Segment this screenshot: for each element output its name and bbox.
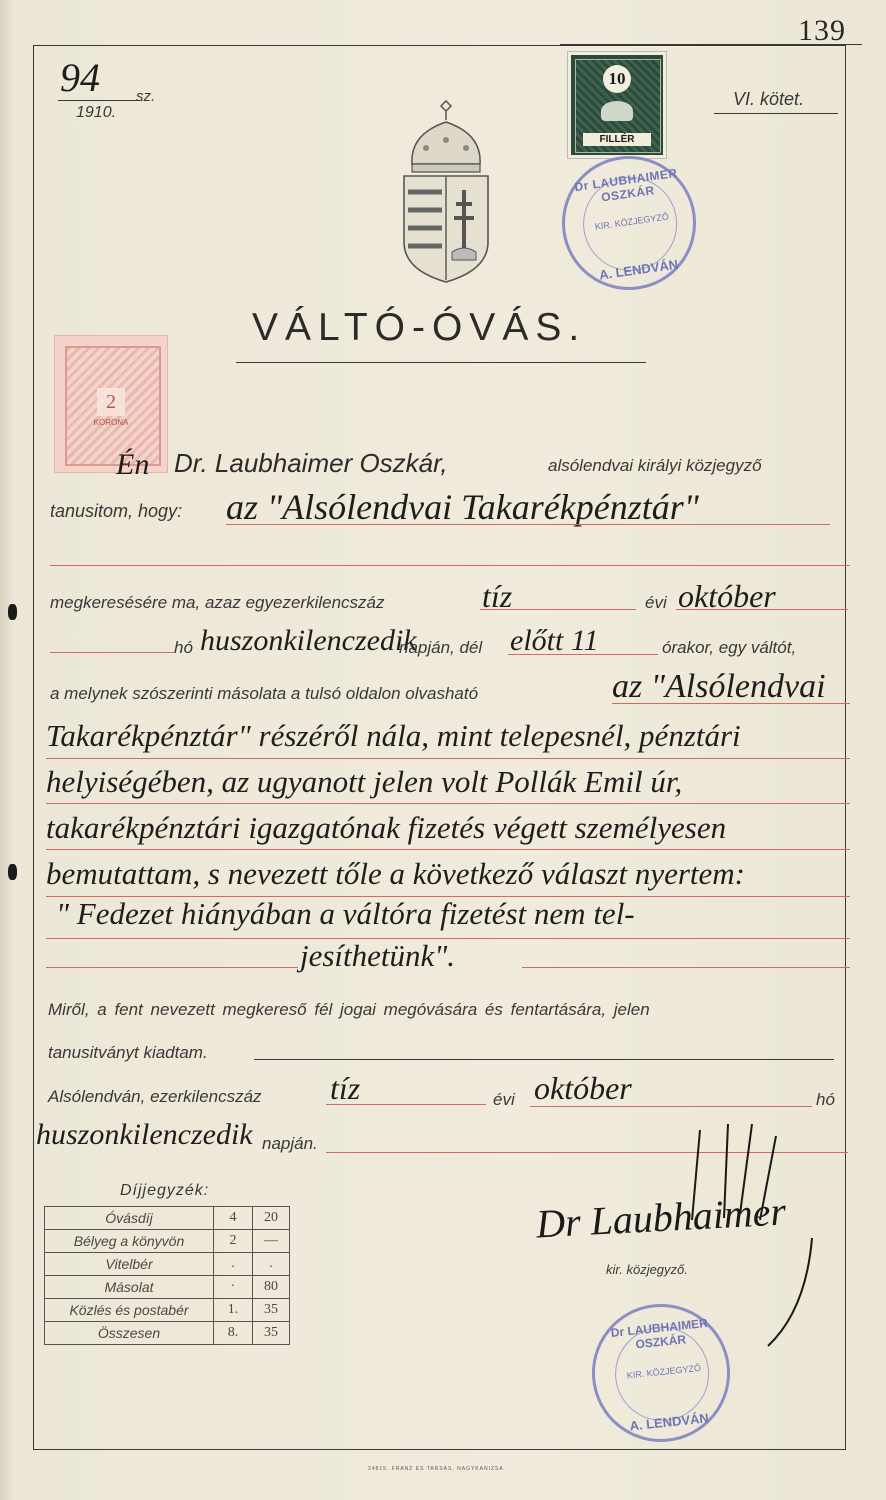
fee-label: Másolat xyxy=(45,1276,214,1299)
mirol-text: Miről, a fent nevezett megkereső fél jogai megóvására és fentartására, jelen xyxy=(48,1000,650,1019)
stamp-value: 10 xyxy=(603,65,631,93)
year-hand: tíz xyxy=(482,578,513,614)
stamp-10-filler xyxy=(568,52,666,158)
stamp-unit: FILLÉR xyxy=(583,133,651,146)
signature: Dr Laubhaimer xyxy=(534,1188,788,1247)
printer-line: 24815. FRANZ ES TARSAS, NAGYKANIZSA xyxy=(368,1466,504,1472)
fee-korona: . xyxy=(214,1253,253,1276)
registry-number: 94 xyxy=(60,55,100,100)
seal-middle-text: KIR. KÖZJEGYZŐ xyxy=(626,1362,702,1381)
document-title: VÁLTÓ-ÓVÁS. xyxy=(252,306,587,349)
fee-label: Közlés és postabér xyxy=(45,1299,214,1322)
fee-label: Óvásdíj xyxy=(45,1207,214,1230)
tanusitvanyt-text: tanusitványt kiadtam. xyxy=(48,1043,208,1062)
table-row xyxy=(45,1276,290,1299)
place-year-hand: tíz xyxy=(330,1070,361,1106)
hand-line-1: Takarékpénztár" részéről nála, mint telepesnél, pénztári xyxy=(46,718,741,753)
tanusitom-text: tanusitom, hogy: xyxy=(50,501,183,521)
notary-role: alsólendvai királyi közjegyző xyxy=(548,456,762,475)
seal-bottom-text: A. LENDVÁN xyxy=(598,256,679,283)
fee-filler: . xyxy=(253,1253,290,1276)
month-hand: október xyxy=(678,578,776,614)
place-day-hand: huszonkilenczedik xyxy=(36,1118,253,1151)
stamp-value: 2 xyxy=(97,388,125,416)
fee-label: Bélyeg a könyvön xyxy=(45,1230,214,1253)
megkeresesere-text: megkeresésére ma, azaz egyezerkilencszáz xyxy=(50,593,385,612)
place-text: Alsólendván, ezerkilencszáz xyxy=(48,1087,262,1106)
seal-ring-text: Dr LAUBHAIMER OSZKÁR xyxy=(573,165,679,205)
volume-label: VI. kötet. xyxy=(733,89,805,109)
place-ho-text: hó xyxy=(816,1090,835,1109)
requester-hand: az "Alsólendvai Takarékpénztár" xyxy=(226,487,699,527)
sz-label: sz. xyxy=(136,88,156,105)
table-row xyxy=(45,1322,290,1345)
signature-title: kir. közjegyző. xyxy=(606,1262,688,1277)
table-row xyxy=(45,1207,290,1230)
stamp-crown-icon xyxy=(601,101,633,121)
fee-label: Vitelbér xyxy=(45,1253,214,1276)
year-label: 1910. xyxy=(76,104,117,121)
stamp-2-korona xyxy=(54,335,168,473)
seal-bottom-text: A. LENDVÁN xyxy=(628,1410,710,1434)
page-number: 139 xyxy=(798,14,846,47)
notary-name: Dr. Laubhaimer Oszkár, xyxy=(174,448,448,478)
fees-title: Díjjegyzék: xyxy=(120,1182,210,1199)
table-row xyxy=(45,1230,290,1253)
place-napjan-text: napján. xyxy=(262,1134,318,1153)
hand-line-2: helyiségében, az ugyanott jelen volt Pollák Emil úr, xyxy=(46,764,683,799)
napjan-del-text: napján, dél xyxy=(399,638,483,657)
coat-of-arms-icon xyxy=(396,100,496,290)
evi-text: évi xyxy=(645,593,667,612)
hand-line-6: jesíthetünk". xyxy=(300,938,456,973)
number-underline xyxy=(58,100,142,101)
fee-korona: 2 xyxy=(214,1230,253,1253)
fee-filler: 35 xyxy=(253,1299,290,1322)
day-hand: huszonkilenczedik xyxy=(200,624,417,657)
a-melynek-text: a melynek szószerinti másolata a tulsó oldalon olvasható xyxy=(50,684,479,703)
time-hand: előtt 11 xyxy=(510,624,599,657)
hand-line-5: " Fedezet hiányában a váltóra fizetést nem tel- xyxy=(56,896,635,931)
seal-middle-text: KIR. KÖZJEGYZŐ xyxy=(594,211,670,232)
fee-korona: 1. xyxy=(214,1299,253,1322)
hand-en: Én xyxy=(116,448,150,481)
fee-korona: 4 xyxy=(214,1207,253,1230)
binding-hole-top xyxy=(8,604,17,620)
fees-table xyxy=(44,1206,290,1345)
ho-text: hó xyxy=(174,638,193,657)
place-month-hand: október xyxy=(534,1070,632,1106)
fee-filler: 80 xyxy=(253,1276,290,1299)
fee-filler: — xyxy=(253,1230,290,1253)
hand-line-3: takarékpénztári igazgatónak fizetés végett személyesen xyxy=(46,810,727,845)
orakor-text: órakor, egy váltót, xyxy=(662,638,797,657)
place-evi-text: évi xyxy=(493,1090,515,1109)
table-row xyxy=(45,1253,290,1276)
hand-a: az "Alsólendvai xyxy=(612,668,826,705)
table-row xyxy=(45,1299,290,1322)
title-underline xyxy=(236,362,646,363)
stamp-unit: KORONA xyxy=(93,418,129,427)
fee-label: Összesen xyxy=(45,1322,214,1345)
fee-korona: 8. xyxy=(214,1322,253,1345)
seal-ring-text: Dr LAUBHAIMER OSZKÁR xyxy=(610,1315,709,1352)
fee-filler: 20 xyxy=(253,1207,290,1230)
volume-underline xyxy=(714,113,838,114)
fee-korona: · xyxy=(214,1276,253,1299)
fee-filler: 35 xyxy=(253,1322,290,1345)
binding-hole-bottom xyxy=(8,864,17,880)
hand-line-4: bemutattam, s nevezett tőle a következő választ nyertem: xyxy=(46,856,745,891)
